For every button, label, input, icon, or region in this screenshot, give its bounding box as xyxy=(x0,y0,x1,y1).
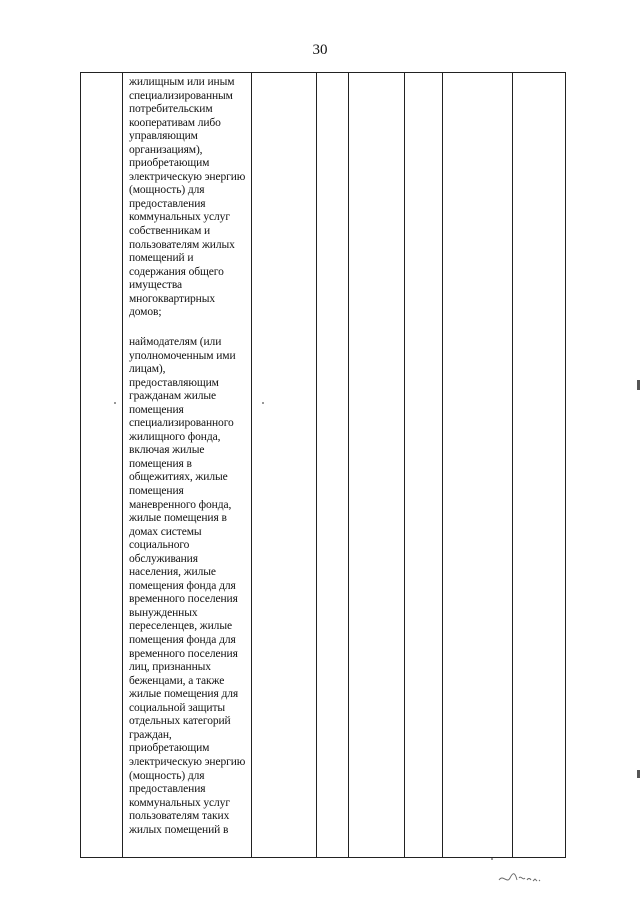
table-cell-text-line: включая жилые xyxy=(129,444,205,457)
table-column-divider xyxy=(348,73,349,857)
table-cell-text-block xyxy=(129,336,253,837)
page-number: 30 xyxy=(312,42,328,58)
table-cell-text-line: домах системы xyxy=(129,525,202,538)
table-cell-text-line: временного поселения xyxy=(129,593,238,606)
table-cell-text-line: (мощность) для xyxy=(129,769,205,782)
table-column-divider xyxy=(316,73,317,857)
table-cell-text-line: жилые помещения для xyxy=(129,688,239,701)
table-cell-text-line: помещения фонда для xyxy=(129,634,236,647)
table-cell-text-line: наймодателям (или xyxy=(129,336,222,348)
table-cell-text-line: населения, жилые xyxy=(129,566,216,579)
table-column-divider xyxy=(122,73,123,857)
table-cell-text-line: граждан, xyxy=(129,728,172,741)
table-cell-text-line: имущества xyxy=(129,279,183,292)
scan-speck xyxy=(491,858,493,860)
table-cell-text-line: социального xyxy=(129,539,190,552)
table-cell-text-line: помещения фонда для xyxy=(129,579,236,592)
table-cell-text-line: жилых помещений в xyxy=(129,823,229,836)
table-cell-text-line: уполномоченным ими xyxy=(129,349,236,362)
table-cell-text-line: специализированным xyxy=(129,89,233,102)
table-cell-text-line: коммунальных услуг xyxy=(129,211,230,224)
table-cell-text-line: лиц, признанных xyxy=(129,661,211,674)
table-cell-text-line: лицам), xyxy=(129,363,166,376)
table-cell-text-block xyxy=(129,76,253,320)
table-cell-text-line: помещения xyxy=(129,485,184,498)
table-cell-text-line: беженцами, а также xyxy=(129,674,225,687)
document-table xyxy=(80,72,566,858)
table-cell-text-line: организациям), xyxy=(129,143,203,156)
table-cell-text-line: многоквартирных xyxy=(129,292,215,305)
table-cell-text-line: пользователям таких xyxy=(129,810,230,823)
table-cell-text-line: жилищным или иным xyxy=(129,76,235,88)
table-cell-text-line: приобретающим xyxy=(129,157,210,170)
table-cell-text-line: электрическую энергию xyxy=(129,755,246,768)
signature-mark xyxy=(495,866,545,888)
table-cell-text-line: помещения в xyxy=(129,457,192,470)
table-cell-text-line: специализированного xyxy=(129,417,234,430)
table-cell-text-line: социальной защиты xyxy=(129,701,225,714)
table-cell-text-line: переселенцев, жилые xyxy=(129,620,232,633)
table-cell-text-line: коммунальных услуг xyxy=(129,796,230,809)
table-cell-text-line: потребительским xyxy=(129,103,213,116)
table-cell-text-line: обслуживания xyxy=(129,552,198,565)
scan-speck xyxy=(114,402,116,404)
table-cell-text-line: жилые помещения в xyxy=(129,512,227,525)
table-cell-text-line: содержания общего xyxy=(129,265,224,278)
table-cell-text-line: временного поселения xyxy=(129,647,238,660)
table-cell-text-line: помещения xyxy=(129,403,184,416)
table-cell-text-line: предоставления xyxy=(129,783,206,796)
table-cell-text-line: общежитиях, жилые xyxy=(129,471,228,484)
table-cell-text-line: маневренного фонда, xyxy=(129,498,232,511)
table-column-divider xyxy=(512,73,513,857)
table-cell-text-line: жилищного фонда, xyxy=(129,430,221,443)
table-cell-text-line: отдельных категорий xyxy=(129,715,231,728)
table-cell-text-line: (мощность) для xyxy=(129,184,205,197)
table-cell-text-line: приобретающим xyxy=(129,742,210,755)
table-cell-text-line: управляющим xyxy=(129,130,198,143)
table-cell-text-line: электрическую энергию xyxy=(129,170,246,183)
table-column-divider xyxy=(404,73,405,857)
table-cell-text-line: домов; xyxy=(129,306,162,319)
table-cell-text-line: вынужденных xyxy=(129,606,198,619)
table-column-divider xyxy=(442,73,443,857)
table-cell-text-line: пользователям жилых xyxy=(129,238,235,251)
table-cell-text-line: предоставляющим xyxy=(129,376,219,389)
table-cell-text-line: собственникам и xyxy=(129,225,211,238)
table-cell-text-line: предоставления xyxy=(129,197,206,210)
table-cell-text-line: помещений и xyxy=(129,252,194,265)
table-cell-text-line: гражданам жилые xyxy=(129,390,217,403)
table-cell-text-line: кооперативам либо xyxy=(129,116,221,129)
scan-speck xyxy=(262,402,264,404)
